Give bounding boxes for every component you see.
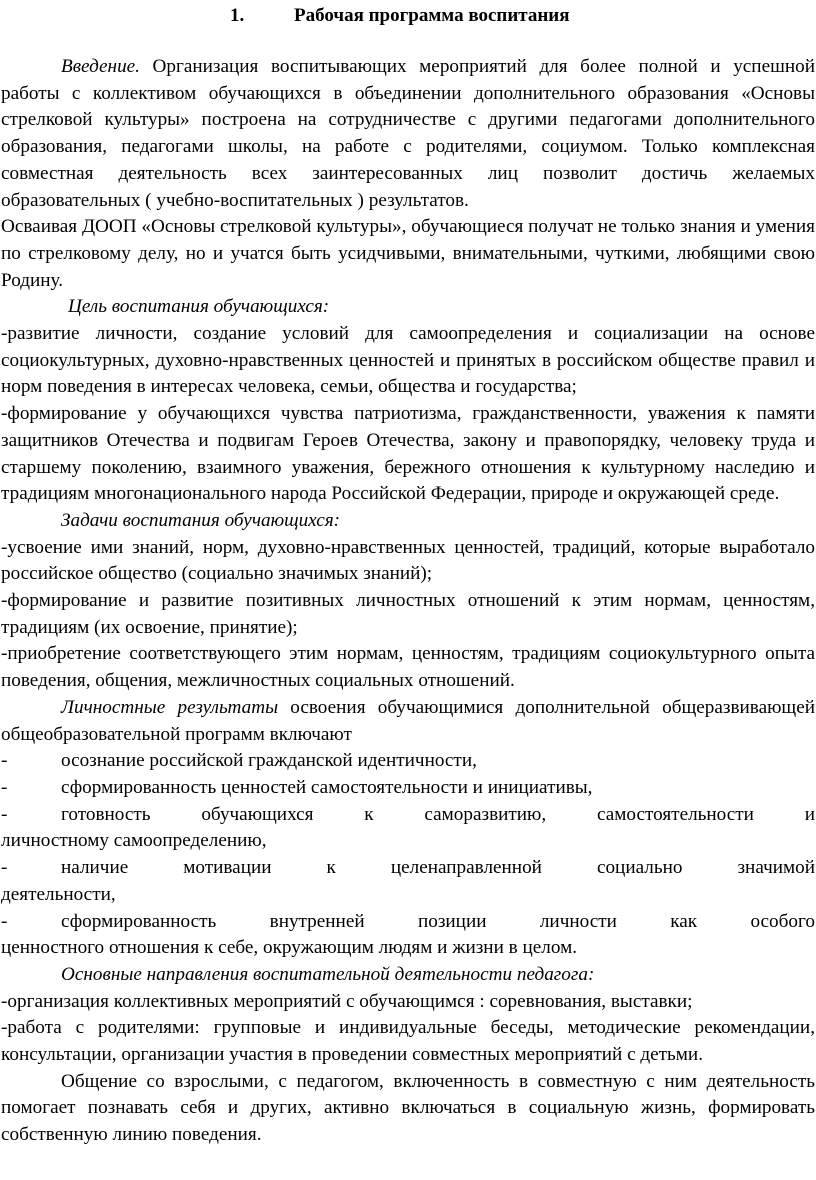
result-item-continuation: ценностного отношения к себе, окружающим людям и жизни в целом.	[1, 937, 578, 959]
result-item-text: сформированность ценностей самостоятельности и инициативы,	[61, 776, 593, 798]
dash-mark: -	[1, 803, 8, 825]
result-item-text: наличие мотивации к целенаправленной социально значимой	[61, 857, 815, 879]
results-paragraph	[1, 695, 815, 748]
goal-heading-text: Цель воспитания обучающихся:	[68, 296, 330, 318]
result-item-text: сформированность внутренней позиции личности как особого	[61, 910, 815, 932]
dash-mark: -	[1, 910, 8, 932]
intro-paragraph	[1, 54, 815, 214]
mastering-paragraph: Осваивая ДООП «Основы стрелковой культуры», обучающиеся получат не только знания и умения по стрелковому делу, но и учатся быть усидчивыми, внимательными, чуткими, любящими свою Родину.	[1, 216, 815, 291]
result-item	[1, 909, 815, 962]
tasks-heading	[1, 508, 815, 535]
result-item-continuation: деятельности,	[1, 883, 116, 905]
tasks-heading-text: Задачи воспитания обучающихся:	[61, 509, 341, 531]
task-item: -усвоение ими знаний, норм, духовно-нравственных ценностей, традиций, которые выработало российское общество (социально значимых знаний);	[1, 536, 815, 585]
intro-label: Введение.	[61, 56, 140, 77]
goal-item: -формирование у обучающихся чувства патриотизма, гражданственности, уважения к памяти защитников Отечества и подвигам Героев Отечества, закону и правопорядку, человеку труда и старшему поколению, взаимного уважения, бережного отношения к культурному наследию и традициям многонационального народа Российской Федерации, природе и окружающей среде.	[1, 403, 815, 505]
direction-item: -работа с родителями: групповые и индивидуальные беседы, методические рекомендации, консультации, организации участия в проведении совместных мероприятий с детьми.	[1, 1017, 815, 1066]
result-item	[1, 802, 815, 855]
document-body	[1, 54, 815, 1149]
result-item	[1, 775, 815, 802]
results-text: освоения обучающимися дополнительной общеразвивающей общеобразовательной программ включают	[1, 696, 815, 745]
result-item-text: осознание российской гражданской идентичности,	[61, 750, 477, 772]
title-number: 1.	[230, 5, 245, 26]
result-item-text: готовность обучающихся к саморазвитию, самостоятельности и	[61, 803, 815, 825]
dash-mark: -	[1, 750, 8, 772]
title-text: Рабочая программа воспитания	[294, 5, 570, 26]
task-item: -приобретение соответствующего этим нормам, ценностям, традициям социокультурного опыта поведения, общения, межличностных социальных отношений.	[1, 643, 815, 692]
goal-item: -развитие личности, создание условий для самоопределения и социализации на основе социокультурных, духовно-нравственных ценностей и принятых в российском обществе правил и норм поведения в интересах человека, семьи, общества и государства;	[1, 323, 815, 398]
task-item: -формирование и развитие позитивных личностных отношений к этим нормам, ценностям, традициям (их освоение, принятие);	[1, 590, 815, 638]
directions-heading-text: Основные направления воспитательной деятельности педагога:	[61, 963, 595, 985]
result-item	[1, 855, 815, 908]
result-item	[1, 748, 815, 775]
results-label: Личностные результаты	[61, 696, 279, 718]
intro-text: Организация воспитывающих мероприятий для более полной и успешной работы с коллективом обучающихся в объединении дополнительного образования «Основы стрелковой культуры» построена на сотрудничестве с другими педагогами дополнительного образования, педагогами школы, на работе с родителями, социумом. Только комплексная совместная деятельность всех заинтересованных лиц позволит достичь желаемых образовательных ( учебно-воспитательных ) результатов.	[1, 56, 815, 211]
result-item-continuation: личностному самоопределению,	[1, 830, 267, 852]
communication-paragraph: Общение со взрослыми, с педагогом, включенность в совместную с ним деятельность помогает познавать себя и других, активно включаться в социальную жизнь, формировать собственную линию поведения.	[1, 1070, 815, 1146]
goal-heading	[1, 294, 815, 321]
direction-item: -организация коллективных мероприятий с обучающимся : соревнования, выставки;	[1, 990, 693, 1012]
dash-mark: -	[1, 776, 8, 798]
dash-mark: -	[1, 857, 8, 879]
directions-heading	[1, 962, 815, 989]
